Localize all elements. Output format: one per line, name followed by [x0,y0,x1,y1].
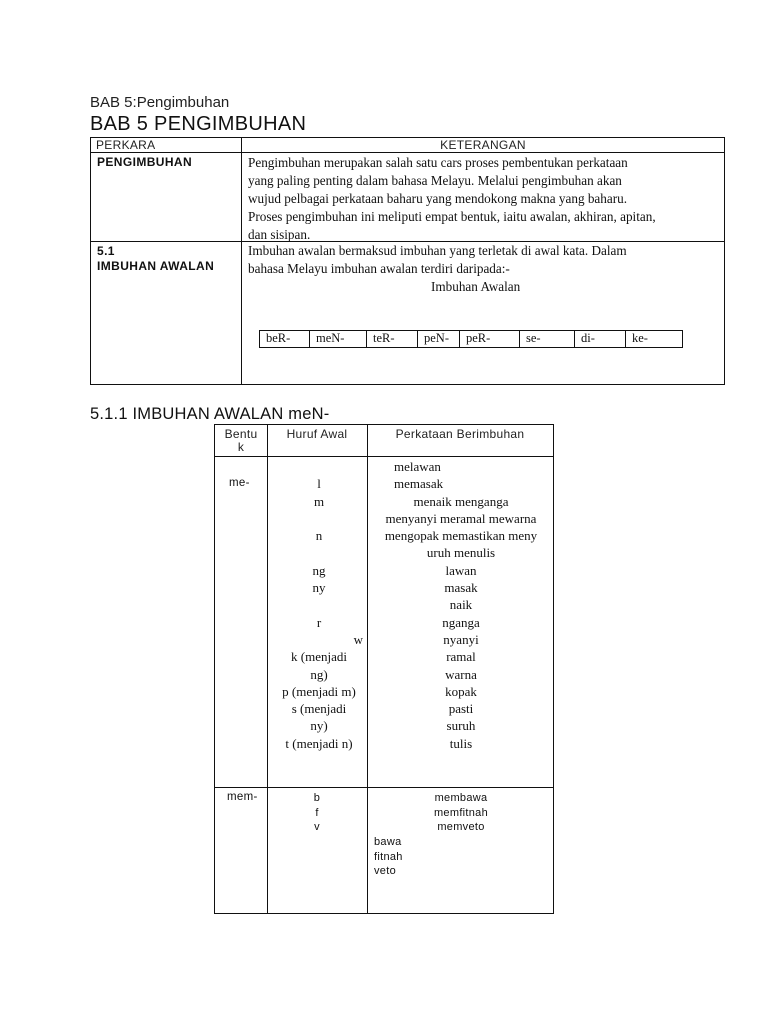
list-item: m [313,493,325,509]
text-line: Imbuhan awalan bermaksud imbuhan yang terletak di awal kata. Dalam [248,243,627,258]
list-item: suruh [446,718,476,734]
list-item: ny [312,580,326,596]
section-title: 5.1.1 IMBUHAN AWALAN meN- [90,405,330,423]
prefix-cell: peR- [460,331,520,347]
text-line: wujud pelbagai perkataan baharu yang mendokong makna yang baharu. [248,191,628,206]
list-item: n [315,528,323,544]
col-header-keterangan: KETERANGAN [440,138,526,152]
bentuk-mem: mem- [227,791,258,803]
row-description-imbuhan-awalan [248,242,724,278]
list-item: s (menjadi [291,701,347,717]
list-item [271,596,367,613]
imbuhan-men-table [214,424,554,914]
prefix-cell: beR- [260,331,310,347]
list-item: r [316,614,322,630]
list-item: k (menjadi [291,649,347,665]
list-item: menaik menganga [413,493,509,509]
prefix-cell: ke- [632,331,648,345]
list-item: ny) [310,718,328,734]
list-item: ng [312,562,326,578]
list-item: melawan [394,459,441,474]
huruf-awal-list-mem [267,791,367,835]
list-item: f [315,806,319,819]
row-label-imbuhan-awalan [97,244,214,274]
section-label: IMBUHAN AWALAN [97,259,215,273]
col-header-perkara: PERKARA [96,138,156,152]
prefix-subheading: Imbuhan Awalan [431,279,521,294]
list-item: v [314,821,320,833]
list-item: bawa [374,836,402,848]
section-number: 5.1 [97,244,115,258]
pengimbuhan-table [90,137,725,385]
list-item: naik [449,597,473,613]
kata-dasar-list-mem [374,835,403,879]
text-line: dan sisipan. [248,227,311,242]
list-item: kopak [445,683,477,699]
list-item: fitnah [374,850,403,863]
list-item: membawa [434,792,488,804]
table-column-divider [267,425,268,913]
table-column-divider [241,152,242,384]
table-header-divider [215,456,553,457]
row-label-pengimbuhan: PENGIMBUHAN [97,155,193,169]
list-item: lawan [445,562,477,578]
list-item: ng) [310,666,328,682]
list-item: nyanyi [443,631,479,647]
text-line: Pengimbuhan merupakan salah satu cars proses pembentukan perkataan [248,155,628,170]
list-item: masak [444,580,478,596]
list-item: menyanyi meramal mewarna [385,510,537,526]
list-item: mengopak memastikan meny [384,528,538,544]
row-description-pengimbuhan [248,154,724,244]
table-header-divider [91,152,724,153]
chapter-title: BAB 5 PENGIMBUHAN [90,113,307,135]
prefix-list [259,330,683,348]
list-item: pasti [448,701,474,717]
list-item: uruh menulis [426,545,496,561]
list-item: veto [374,865,396,877]
prefix-cell: peN- [418,331,460,347]
perkataan-list-me [368,458,554,752]
text-line: yang paling penting dalam bahasa Melayu. Melalui pengimbuhan akan [248,173,622,188]
text-line: Proses pengimbuhan ini meliputi empat bentuk, iaitu awalan, akhiran, apitan, [248,209,656,224]
prefix-cell: di- [575,331,626,347]
prefix-cell: se- [520,331,575,347]
list-item [271,544,367,561]
list-item [271,510,367,527]
bentuk-me: me- [229,477,250,489]
list-item: w [353,631,363,647]
list-item: nganga [442,614,480,630]
table-row-divider [215,787,553,788]
list-item: tulis [449,735,473,751]
list-item: warna [445,666,477,682]
list-item: memasak [394,476,444,492]
list-item: memfitnah [433,806,489,819]
list-item: ramal [446,649,476,665]
list-item: t (menjadi n) [285,735,353,751]
col-header-perkataan: Perkataan Berimbuhan [395,427,525,441]
huruf-awal-list-me [271,458,367,752]
text-line: bahasa Melayu imbuhan awalan terdiri daripada:- [248,261,510,276]
list-item: b [313,792,321,804]
list-item: memveto [437,821,485,833]
perkataan-list-mem [368,791,554,835]
col-header-bentuk: Bentu k [224,427,258,454]
running-header: BAB 5:Pengimbuhan [90,94,230,111]
prefix-cell: teR- [367,331,418,347]
list-item: p (menjadi m) [282,683,356,699]
col-header-huruf-awal: Huruf Awal [286,427,348,441]
prefix-cell: meN- [310,331,367,347]
list-item: l [317,476,321,492]
list-item [271,458,367,475]
